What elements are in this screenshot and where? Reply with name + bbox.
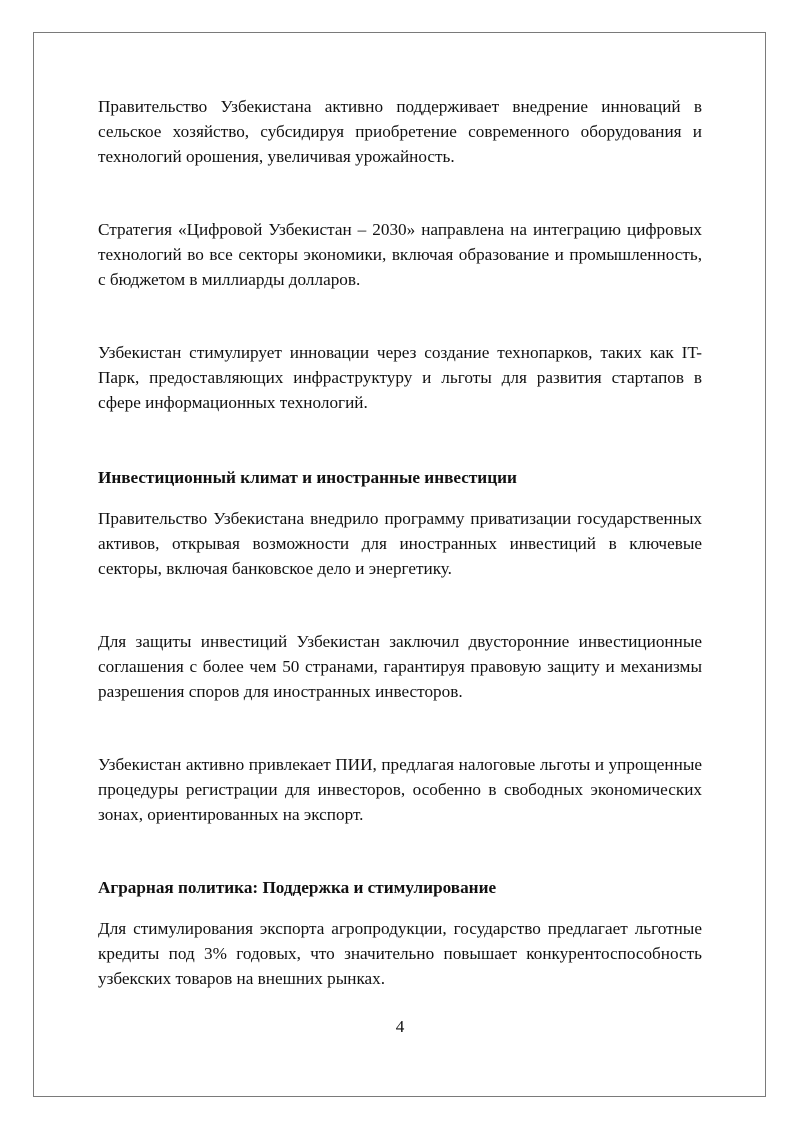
section-heading-agrarian-policy: Аграрная политика: Поддержка и стимулирование	[98, 878, 497, 897]
paragraph-investment-agreements: Для защиты инвестиций Узбекистан заключил двусторонние инвестиционные соглашения с более чем 50 странами, гарантируя правовую защиту и механизмы разрешения споров для иностранных инвесторов.	[98, 632, 702, 701]
section-heading-investment-climate: Инвестиционный климат и иностранные инвестиции	[98, 468, 517, 487]
paragraph-technoparks: Узбекистан стимулирует инновации через создание технопарков, таких как IT-Парк, предоставляющих инфраструктуру и льготы для развития стартапов в сфере информационных технологий.	[98, 343, 702, 412]
page-number: 4	[395, 1017, 405, 1036]
paragraph-fdi-attraction: Узбекистан активно привлекает ПИИ, предлагая налоговые льготы и упрощенные процедуры регистрации для инвесторов, особенно в свободных экономических зонах, ориентированных на экспорт.	[98, 755, 702, 824]
paragraph-export-credits: Для стимулирования экспорта агропродукции, государство предлагает льготные кредиты под 3% годовых, что значительно повышает конкурентоспособность узбекских товаров на внешних рынках.	[98, 919, 702, 988]
paragraph-agriculture-innovation: Правительство Узбекистана активно поддерживает внедрение инноваций в сельское хозяйство, субсидируя приобретение современного оборудования и технологий орошения, увеличивая урожайность.	[98, 97, 702, 166]
paragraph-digital-strategy: Стратегия «Цифровой Узбекистан – 2030» направлена на интеграцию цифровых технологий во все секторы экономики, включая образование и промышленность, с бюджетом в миллиарды долларов.	[98, 220, 702, 289]
page-content	[98, 94, 702, 991]
paragraph-privatization: Правительство Узбекистана внедрило программу приватизации государственных активов, открывая возможности для иностранных инвестиций в ключевые секторы, включая банковское дело и энергетику.	[98, 509, 702, 578]
